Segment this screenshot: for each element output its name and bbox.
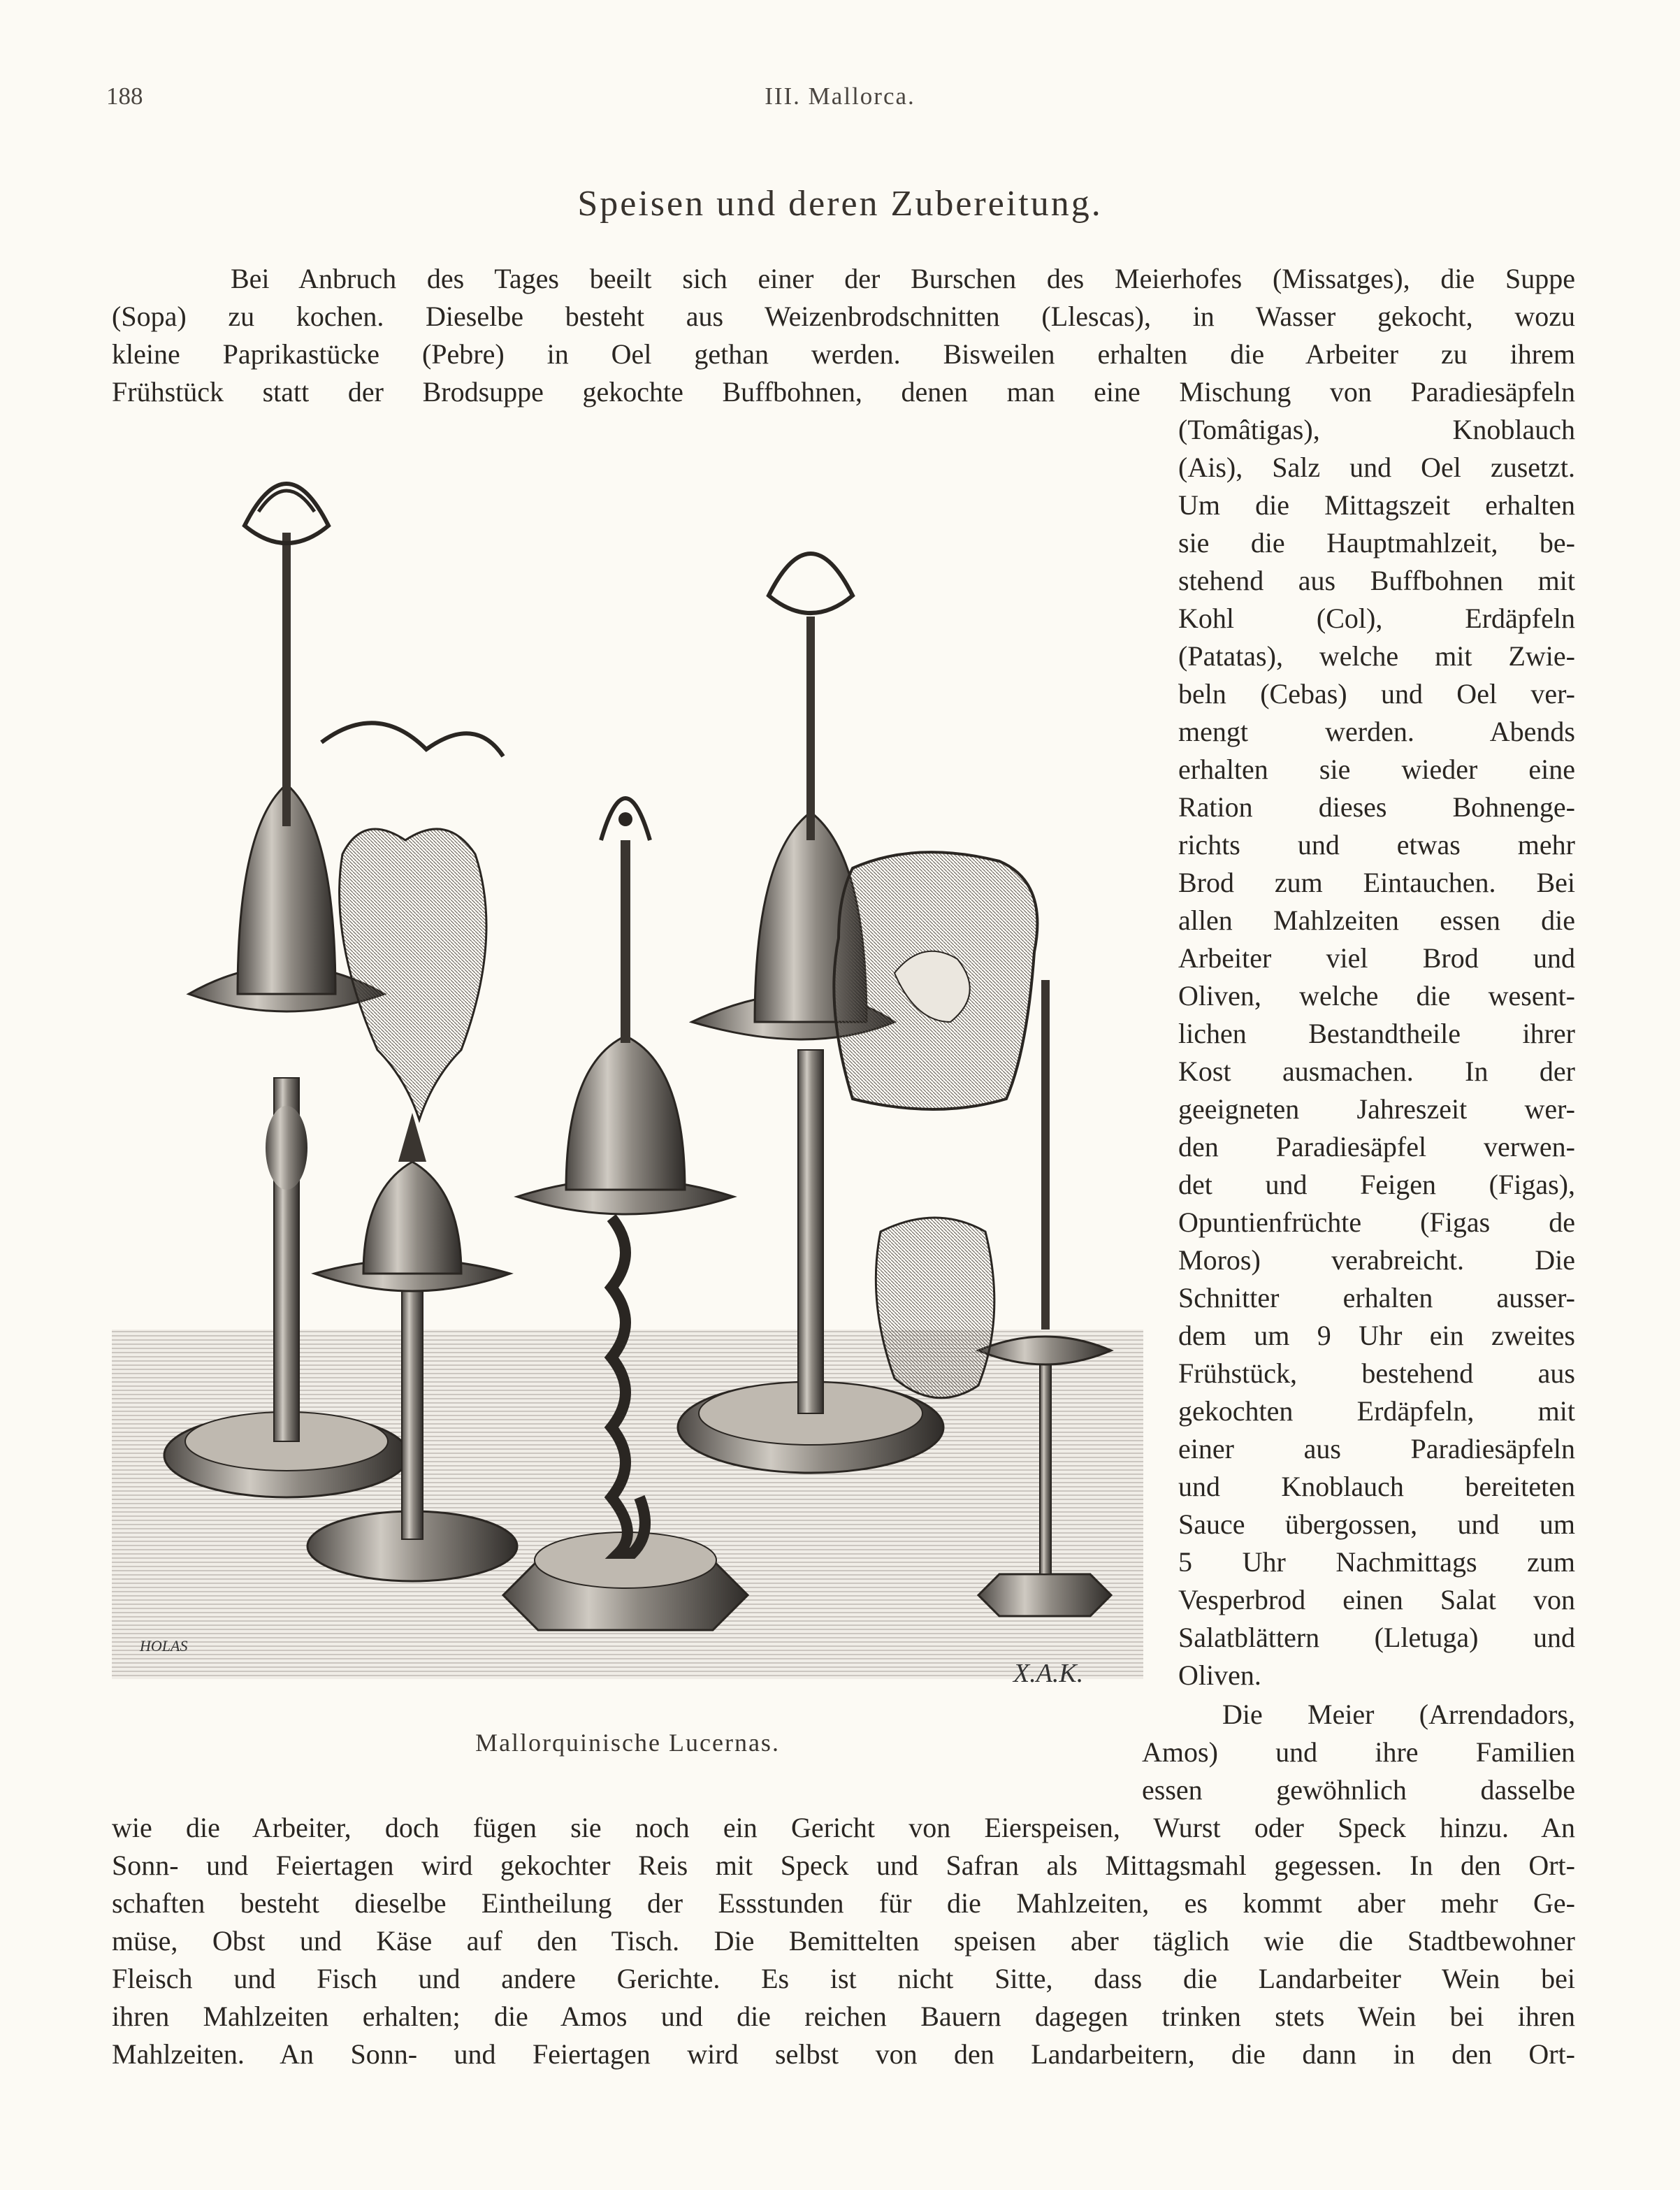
text-line: det und Feigen (Figas),	[1178, 1169, 1575, 1200]
text-line: Sauce übergossen, und um	[1178, 1508, 1575, 1540]
running-head: III. Mallorca.	[765, 82, 915, 110]
text-line: (Sopa) zu kochen. Dieselbe besteht aus Weizenbrodschnitten (Llescas), in Wasser gekocht, wozu	[112, 301, 1575, 332]
text-line: Frühstück, bestehend aus	[1178, 1357, 1575, 1389]
text-line: erhalten sie wieder eine	[1178, 754, 1575, 785]
text-line: Moros) verabreicht. Die	[1178, 1244, 1575, 1276]
text-line: Schnitter erhalten ausser-	[1178, 1282, 1575, 1313]
text-line: geeigneten Jahreszeit wer-	[1178, 1093, 1575, 1125]
text-line: Oliven.	[1178, 1659, 1261, 1691]
text-line: Kohl (Col), Erdäpfeln	[1178, 603, 1575, 634]
text-line: Opuntienfrüchte (Figas de	[1178, 1206, 1575, 1238]
text-line: Brod zum Eintauchen. Bei	[1178, 867, 1575, 898]
text-line: essen gewöhnlich dasselbe	[1142, 1774, 1575, 1806]
section-title: Speisen und deren Zubereitung.	[577, 184, 1103, 224]
paragraph-intro	[112, 260, 1575, 411]
text-line: Um die Mittagszeit erhalten	[1178, 489, 1575, 521]
text-line: und Knoblauch bereiteten	[1178, 1471, 1575, 1502]
text-line: Vesperbrod einen Salat von	[1178, 1584, 1575, 1615]
text-line: Mahlzeiten. An Sonn- und Feiertagen wird selbst von den Landarbeitern, die dann in den Ort-	[112, 2038, 1575, 2070]
text-line: richts und etwas mehr	[1178, 829, 1575, 860]
text-line: gekochten Erdäpfeln, mit	[1178, 1395, 1575, 1427]
column-text	[1178, 411, 1575, 1694]
text-line: stehend aus Buffbohnen mit	[1178, 565, 1575, 596]
text-line: lichen Bestandtheile ihrer	[1178, 1018, 1575, 1049]
paragraph-meier-full	[112, 1809, 1575, 2073]
figure-caption: Mallorquinische Lucernas.	[475, 1729, 780, 1757]
engraving-figure	[112, 449, 1143, 1757]
lion-shield	[834, 852, 1037, 1109]
text-line: beln (Cebas) und Oel ver-	[1178, 678, 1575, 709]
page-header	[106, 82, 1574, 117]
text-line: Kost ausmachen. In der	[1178, 1056, 1575, 1087]
text-line: kleine Paprikastücke (Pebre) in Oel gethan werden. Bisweilen erhalten die Arbeiter zu ihrem	[112, 338, 1575, 370]
text-line: Fleisch und Fisch und andere Gerichte. Es ist nicht Sitte, dass die Landarbeiter Wein bei	[112, 1963, 1575, 1994]
page-number: 188	[106, 82, 143, 110]
text-line: ihren Mahlzeiten erhalten; die Amos und die reichen Bauern dagegen trinken stets Wein bei ihren	[112, 2001, 1575, 2032]
text-line: Oliven, welche die wesent-	[1178, 980, 1575, 1011]
text-line: Salatblättern (Lletuga) und	[1178, 1622, 1575, 1653]
oil-lamps-illustration	[112, 449, 1143, 1707]
text-line: wie die Arbeiter, doch fügen sie noch ein Gericht von Eierspeisen, Wurst oder Speck hinzu. An	[112, 1812, 1575, 1843]
text-line: dem um 9 Uhr ein zweites	[1178, 1320, 1575, 1351]
text-line: Bei Anbruch des Tages beeilt sich einer der Burschen des Meierhofes (Missatges), die Suppe	[231, 263, 1575, 294]
eagle-shield	[321, 723, 503, 1120]
text-line: (Patatas), welche mit Zwie-	[1178, 640, 1575, 672]
text-line: Ration dieses Bohnenge-	[1178, 791, 1575, 823]
text-line: Amos) und ihre Familien	[1142, 1736, 1575, 1768]
text-line: (Tomâtigas), Knoblauch	[1178, 414, 1575, 445]
text-line: Frühstück statt der Brodsuppe gekochte Buffbohnen, denen man eine Mischung von Paradiesäpfeln	[112, 376, 1575, 408]
text-line: (Ais), Salz und Oel zusetzt.	[1178, 452, 1575, 483]
text-line: einer aus Paradiesäpfeln	[1178, 1433, 1575, 1464]
text-line: 5 Uhr Nachmittags zum	[1178, 1546, 1575, 1578]
text-line: mengt werden. Abends	[1178, 716, 1575, 747]
text-line: Arbeiter viel Brod und	[1178, 942, 1575, 974]
text-line: allen Mahlzeiten essen die	[1178, 905, 1575, 936]
text-line: schaften besteht dieselbe Eintheilung der Essstunden für die Mahlzeiten, es kommt aber mehr Ge-	[112, 1887, 1575, 1919]
text-line: Die Meier (Arrendadors,	[1222, 1699, 1575, 1730]
text-line: müse, Obst und Käse auf den Tisch. Die Bemittelten speisen aber täglich wie die Stadtbewohner	[112, 1925, 1575, 1957]
text-line: Sonn- und Feiertagen wird gekochter Reis mit Speck und Safran als Mittagsmahl gegessen. In den Ort-	[112, 1850, 1575, 1881]
engraver-signature-left: HOLAS	[140, 1637, 188, 1655]
text-line: den Paradiesäpfel verwen-	[1178, 1131, 1575, 1162]
engraver-signature-right: X.A.K.	[1013, 1659, 1084, 1688]
text-line: sie die Hauptmahlzeit, be-	[1178, 527, 1575, 559]
paragraph-meier-column	[1142, 1696, 1575, 1809]
